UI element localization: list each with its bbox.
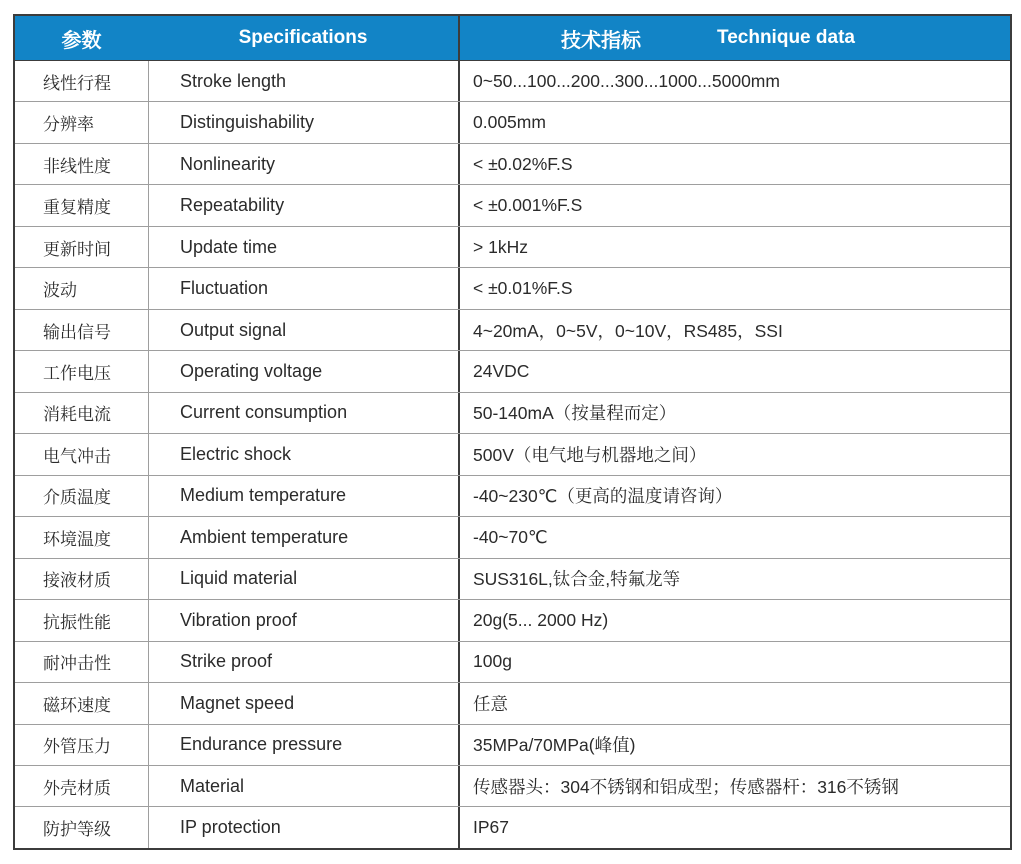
cell-specification-en: Operating voltage bbox=[148, 351, 458, 391]
cell-technique-value: 24VDC bbox=[458, 351, 1010, 391]
table-row bbox=[15, 433, 1010, 474]
cell-technique-value: IP67 bbox=[458, 807, 1010, 847]
cell-specification-en: Electric shock bbox=[148, 434, 458, 474]
cell-technique-value: 4~20mA，0~5V，0~10V，RS485，SSI bbox=[458, 310, 1010, 350]
spec-table bbox=[13, 14, 1012, 850]
cell-specification-en: Ambient temperature bbox=[148, 517, 458, 557]
cell-parameter-cn: 线性行程 bbox=[43, 73, 111, 93]
cell-technique-value: 20g(5... 2000 Hz) bbox=[458, 600, 1010, 640]
cell-parameter-cn: 磁环速度 bbox=[43, 695, 111, 715]
table-body bbox=[15, 61, 1010, 848]
table-row bbox=[15, 599, 1010, 640]
cell-specification-en: Liquid material bbox=[148, 559, 458, 599]
cell-technique-value: 50-140mA（按量程而定） bbox=[458, 393, 1010, 433]
table-header-row bbox=[15, 16, 1010, 61]
table-row bbox=[15, 558, 1010, 599]
cell-parameter-cn: 重复精度 bbox=[43, 198, 111, 218]
cell-parameter-cn: 耐冲击性 bbox=[43, 654, 111, 674]
cell-parameter-cn: 波动 bbox=[43, 281, 77, 301]
table-row bbox=[15, 267, 1010, 308]
cell-parameter-cn: 输出信号 bbox=[43, 322, 111, 342]
cell-parameter-cn: 工作电压 bbox=[43, 364, 111, 384]
table-row bbox=[15, 184, 1010, 225]
table-row bbox=[15, 475, 1010, 516]
cell-specification-en: Repeatability bbox=[148, 185, 458, 225]
cell-specification-en: IP protection bbox=[148, 807, 458, 847]
cell-technique-value: 传感器头：304不锈钢和铝成型；传感器杆：316不锈钢 bbox=[458, 766, 1010, 806]
cell-technique-value: SUS316L,钛合金,特氟龙等 bbox=[458, 559, 1010, 599]
cell-parameter-cn: 更新时间 bbox=[43, 239, 111, 259]
table-row bbox=[15, 392, 1010, 433]
cell-specification-en: Medium temperature bbox=[148, 476, 458, 516]
table-row bbox=[15, 765, 1010, 806]
cell-parameter-cn: 环境温度 bbox=[43, 529, 111, 549]
table-row bbox=[15, 101, 1010, 142]
header-cell-specifications: Specifications bbox=[238, 27, 368, 48]
cell-parameter-cn: 外管压力 bbox=[43, 737, 111, 757]
table-row bbox=[15, 309, 1010, 350]
cell-specification-en: Magnet speed bbox=[148, 683, 458, 723]
table-row bbox=[15, 806, 1010, 847]
cell-parameter-cn: 非线性度 bbox=[43, 156, 111, 176]
cell-parameter-cn: 消耗电流 bbox=[43, 405, 111, 425]
cell-technique-value: 500V（电气地与机器地之间） bbox=[458, 434, 1010, 474]
cell-specification-en: Strike proof bbox=[148, 642, 458, 682]
cell-parameter-cn: 防护等级 bbox=[43, 820, 111, 840]
cell-technique-value: > 1kHz bbox=[458, 227, 1010, 267]
cell-specification-en: Update time bbox=[148, 227, 458, 267]
table-row bbox=[15, 350, 1010, 391]
cell-specification-en: Fluctuation bbox=[148, 268, 458, 308]
cell-technique-value: 任意 bbox=[458, 683, 1010, 723]
cell-parameter-cn: 接液材质 bbox=[43, 571, 111, 591]
cell-technique-value: -40~70℃ bbox=[458, 517, 1010, 557]
cell-technique-value: 35MPa/70MPa(峰值) bbox=[458, 725, 1010, 765]
cell-specification-en: Nonlinearity bbox=[148, 144, 458, 184]
cell-specification-en: Material bbox=[148, 766, 458, 806]
cell-specification-en: Vibration proof bbox=[148, 600, 458, 640]
table-row bbox=[15, 682, 1010, 723]
table-row bbox=[15, 516, 1010, 557]
cell-technique-value: 0~50...100...200...300...1000...5000mm bbox=[458, 61, 1010, 101]
cell-parameter-cn: 电气冲击 bbox=[43, 446, 111, 466]
table-row bbox=[15, 724, 1010, 765]
table-row bbox=[15, 143, 1010, 184]
table-row bbox=[15, 226, 1010, 267]
header-technique-data-en: Technique data bbox=[717, 27, 855, 48]
cell-technique-value: -40~230℃（更高的温度请咨询） bbox=[458, 476, 1010, 516]
cell-specification-en: Stroke length bbox=[148, 61, 458, 101]
table-row bbox=[15, 61, 1010, 101]
cell-specification-en: Current consumption bbox=[148, 393, 458, 433]
header-cell-technique-data bbox=[458, 16, 1010, 60]
cell-specification-en: Output signal bbox=[148, 310, 458, 350]
cell-specification-en: Endurance pressure bbox=[148, 725, 458, 765]
header-cell-parameters: 参数 bbox=[61, 29, 102, 52]
cell-parameter-cn: 介质温度 bbox=[43, 488, 111, 508]
cell-technique-value: 0.005mm bbox=[458, 102, 1010, 142]
table-row bbox=[15, 641, 1010, 682]
cell-parameter-cn: 外壳材质 bbox=[43, 778, 111, 798]
header-technique-data-cn: 技术指标 bbox=[561, 29, 642, 52]
cell-technique-value: < ±0.02%F.S bbox=[458, 144, 1010, 184]
cell-technique-value: < ±0.01%F.S bbox=[458, 268, 1010, 308]
cell-specification-en: Distinguishability bbox=[148, 102, 458, 142]
cell-parameter-cn: 分辨率 bbox=[43, 115, 94, 135]
cell-parameter-cn: 抗振性能 bbox=[43, 612, 111, 632]
cell-technique-value: < ±0.001%F.S bbox=[458, 185, 1010, 225]
cell-technique-value: 100g bbox=[458, 642, 1010, 682]
